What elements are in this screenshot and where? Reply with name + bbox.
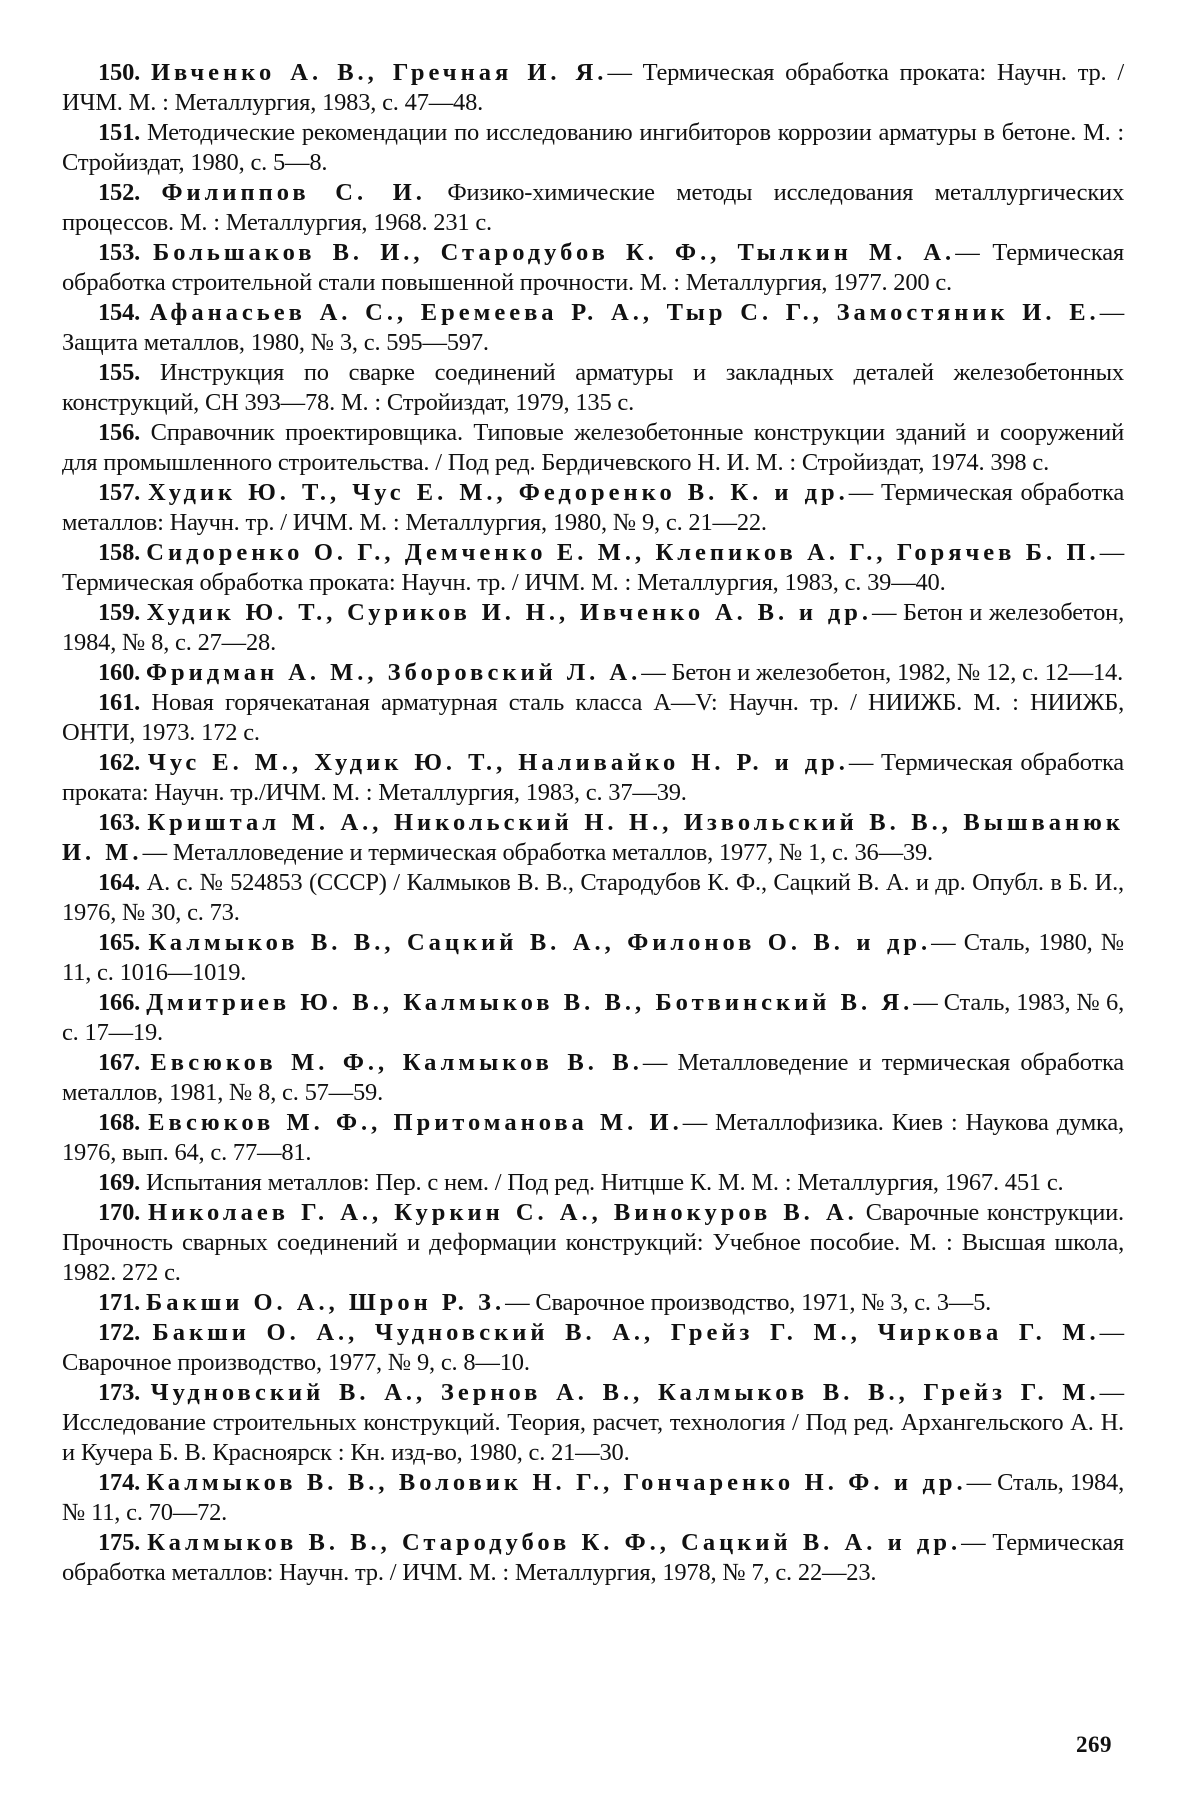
reference-number: 158. xyxy=(98,539,141,566)
reference-text: А. с. № 524853 (СССР) / Калмыков В. В., Стародубов К. Ф., Сацкий В. А. и др. Опубл. в Б. И., 1976, № 30, с. 73. xyxy=(62,869,1124,926)
reference-entry xyxy=(62,868,1124,928)
reference-number: 166. xyxy=(98,989,141,1016)
reference-authors: Худик Ю. Т., Суриков И. Н., Ивченко А. В. и др. xyxy=(146,599,873,626)
reference-text: — Металлофизика. Киев : Наукова думка, 1976, вып. 64, с. 77—81. xyxy=(62,1109,1124,1166)
reference-number: 168. xyxy=(98,1109,141,1136)
reference-text: — Защита металлов, 1980, № 3, с. 595—597. xyxy=(62,299,1124,356)
reference-number: 173. xyxy=(98,1379,141,1406)
reference-entry xyxy=(62,418,1124,478)
reference-number: 167. xyxy=(98,1049,141,1076)
reference-text: — Термическая обработка проката: Научн. тр. / ИЧМ. М. : Металлургия, 1983, с. 39—40. xyxy=(62,539,1124,596)
reference-entry xyxy=(62,1198,1124,1288)
reference-text: — Термическая обработка металлов: Научн. тр. / ИЧМ. М. : Металлургия, 1978, № 7, с. 22—23. xyxy=(62,1529,1124,1586)
reference-authors: Худик Ю. Т., Чус Е. М., Федоренко В. К. и др. xyxy=(148,479,849,506)
reference-entry xyxy=(62,1528,1124,1588)
reference-number: 159. xyxy=(98,599,141,626)
reference-entry xyxy=(62,1378,1124,1468)
reference-text: Методические рекомендации по исследованию ингибиторов коррозии арматуры в бетоне. М. : Стройиздат, 1980, с. 5—8. xyxy=(62,119,1124,176)
reference-number: 155. xyxy=(98,359,141,386)
reference-list xyxy=(62,58,1124,1588)
reference-number: 152. xyxy=(98,179,141,206)
reference-text: — Термическая обработка металлов: Научн. тр. / ИЧМ. М. : Металлургия, 1980, № 9, с. 21—22. xyxy=(62,479,1124,536)
reference-number: 163. xyxy=(98,809,141,836)
reference-entry xyxy=(62,598,1124,658)
reference-text: — Термическая обработка проката: Научн. тр. / ИЧМ. М. : Металлургия, 1983, с. 47—48. xyxy=(62,59,1124,116)
reference-entry xyxy=(62,118,1124,178)
reference-authors: Дмитриев Ю. В., Калмыков В. В., Ботвинский В. Я. xyxy=(146,989,914,1016)
reference-number: 161. xyxy=(98,689,141,716)
reference-entry xyxy=(62,1468,1124,1528)
reference-entry xyxy=(62,538,1124,598)
reference-entry xyxy=(62,298,1124,358)
reference-text: — Металловедение и термическая обработка металлов, 1977, № 1, с. 36—39. xyxy=(142,839,933,866)
reference-text: — Сварочное производство, 1971, № 3, с. 3—5. xyxy=(505,1289,992,1316)
reference-text: — Металловедение и термическая обработка металлов, 1981, № 8, с. 57—59. xyxy=(62,1049,1124,1106)
reference-authors: Бакши О. А., Шрон Р. З. xyxy=(146,1289,506,1316)
reference-entry xyxy=(62,988,1124,1048)
reference-authors: Криштал М. А., Никольский Н. Н., Извольский В. В., Вышванюк И. М. xyxy=(62,809,1124,866)
reference-entry xyxy=(62,808,1124,868)
reference-authors: Калмыков В. В., Воловик Н. Г., Гончаренко Н. Ф. и др. xyxy=(146,1469,967,1496)
reference-entry xyxy=(62,1048,1124,1108)
reference-number: 170. xyxy=(98,1199,141,1226)
reference-text: — Исследование строительных конструкций. Теория, расчет, технология / Под ред. Архангельского А. Н. и Кучера Б. В. Красноярск : Кн. изд-во, 1980, с. 21—30. xyxy=(62,1379,1124,1466)
reference-number: 157. xyxy=(98,479,141,506)
reference-entry xyxy=(62,1168,1124,1198)
reference-text: — Сталь, 1984, № 11, с. 70—72. xyxy=(62,1469,1125,1526)
reference-text: — Сталь, 1980, № 11, с. 1016—1019. xyxy=(62,929,1124,986)
reference-entry xyxy=(62,1288,1124,1318)
reference-authors: Афанасьев А. С., Еремеева Р. А., Тыр С. Г., Замостяник И. Е. xyxy=(149,299,1100,326)
reference-authors: Большаков В. И., Стародубов К. Ф., Тылкин М. А. xyxy=(153,239,956,266)
reference-authors: Ивченко А. В., Гречная И. Я. xyxy=(150,59,608,86)
reference-text: — Бетон и железобетон, 1982, № 12, с. 12—14. xyxy=(641,659,1124,686)
reference-text: Физико-химические методы исследования металлургических процессов. М. : Металлургия, 1968. 231 с. xyxy=(62,179,1124,236)
reference-text: — Термическая обработка строительной стали повышенной прочности. М. : Металлургия, 1977. 200 с. xyxy=(62,239,1124,296)
page-number: 269 xyxy=(1076,1732,1112,1757)
reference-text: Испытания металлов: Пер. с нем. / Под ред. Нитцше К. М. М. : Металлургия, 1967. 451 с. xyxy=(146,1169,1064,1196)
reference-entry xyxy=(62,358,1124,418)
reference-authors: Бакши О. А., Чудновский В. А., Грейз Г. М., Чиркова Г. М. xyxy=(152,1319,1100,1346)
reference-text: — Бетон и железобетон, 1984, № 8, с. 27—28. xyxy=(62,599,1124,656)
reference-number: 172. xyxy=(98,1319,141,1346)
reference-entry xyxy=(62,928,1124,988)
reference-authors: Чус Е. М., Худик Ю. Т., Наливайко Н. Р. и др. xyxy=(147,749,849,776)
reference-number: 151. xyxy=(98,119,141,146)
reference-authors: Фридман А. М., Зборовский Л. А. xyxy=(146,659,642,686)
reference-number: 153. xyxy=(98,239,141,266)
reference-number: 169. xyxy=(98,1169,141,1196)
reference-authors: Сидоренко О. Г., Демченко Е. М., Клепиков А. Г., Горячев Б. П. xyxy=(146,539,1100,566)
reference-number: 164. xyxy=(98,869,141,896)
reference-entry xyxy=(62,1108,1124,1168)
reference-text: — Термическая обработка проката: Научн. тр./ИЧМ. М. : Металлургия, 1983, с. 37—39. xyxy=(62,749,1124,806)
reference-number: 165. xyxy=(98,929,141,956)
reference-text: Новая горячекатаная арматурная сталь класса А—V: Научн. тр. / НИИЖБ. М. : НИИЖБ, ОНТИ, 1973. 172 с. xyxy=(62,689,1124,746)
reference-entry xyxy=(62,178,1124,238)
reference-text: Справочник проектировщика. Типовые железобетонные конструкции зданий и сооружений для промышленного строительства. / Под ред. Бердичевского Н. И. М. : Стройиздат, 1974. 398 с. xyxy=(62,419,1124,476)
reference-text: — Сталь, 1983, № 6, с. 17—19. xyxy=(62,989,1124,1046)
reference-authors: Чудновский В. А., Зернов А. В., Калмыков В. В., Грейз Г. М. xyxy=(150,1379,1100,1406)
reference-number: 150. xyxy=(98,59,141,86)
reference-authors: Филиппов С. И. xyxy=(161,179,426,206)
reference-entry xyxy=(62,658,1124,688)
reference-number: 174. xyxy=(98,1469,141,1496)
reference-number: 162. xyxy=(98,749,141,776)
reference-text: Инструкция по сварке соединений арматуры и закладных деталей железобетонных конструкций, СН 393—78. М. : Стройиздат, 1979, 135 с. xyxy=(62,359,1124,416)
reference-number: 154. xyxy=(98,299,141,326)
reference-number: 171. xyxy=(98,1289,141,1316)
reference-entry xyxy=(62,238,1124,298)
bibliography-page xyxy=(62,58,1124,1588)
reference-authors: Евсюков М. Ф., Калмыков В. В. xyxy=(150,1049,643,1076)
reference-authors: Калмыков В. В., Сацкий В. А., Филонов О. В. и др. xyxy=(148,929,932,956)
reference-number: 160. xyxy=(98,659,141,686)
reference-text: Сварочные конструкции. Прочность сварных соединений и деформации конструкций: Учебное пособие. М. : Высшая школа, 1982. 272 с. xyxy=(62,1199,1124,1286)
reference-entry xyxy=(62,58,1124,118)
reference-number: 175. xyxy=(98,1529,141,1556)
reference-entry xyxy=(62,478,1124,538)
reference-authors: Калмыков В. В., Стародубов К. Ф., Сацкий В. А. и др. xyxy=(147,1529,962,1556)
reference-text: — Сварочное производство, 1977, № 9, с. 8—10. xyxy=(62,1319,1124,1376)
reference-entry xyxy=(62,688,1124,748)
reference-entry xyxy=(62,748,1124,808)
reference-number: 156. xyxy=(98,419,141,446)
reference-entry xyxy=(62,1318,1124,1378)
reference-authors: Николаев Г. А., Куркин С. А., Винокуров В. А. xyxy=(148,1199,858,1226)
reference-authors: Евсюков М. Ф., Притоманова М. И. xyxy=(148,1109,683,1136)
